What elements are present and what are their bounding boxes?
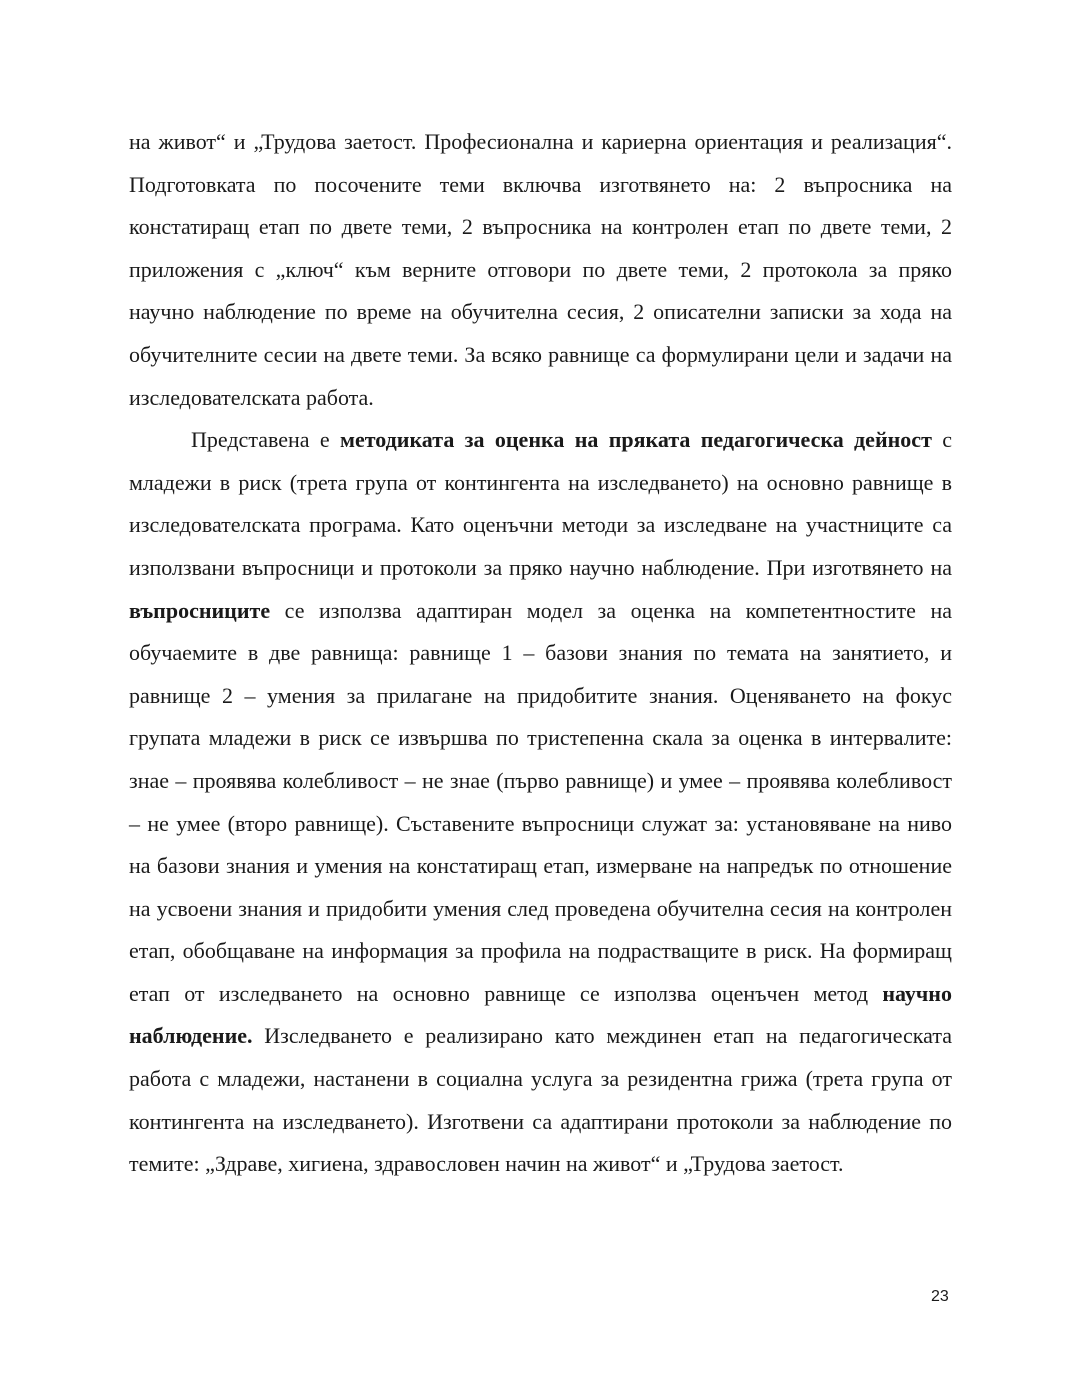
bold-term-methodology: методиката за оценка на пряката педагогическа дейност (340, 427, 932, 453)
paragraph-2-text-2: с младежи в риск (трета група от контингента на изследването) на основно равнище в изследователската програма. Като оценъчни методи за изследване на участниците са използвани въпросници и протоколи за пряко научно наблюдение. При изготвянето на (129, 427, 953, 580)
paragraph-1: на живот“ и „Трудова заетост. Професионална и кариерна ориентация и реализация“. Подготовката по посочените теми включва изготвянето на: 2 въпросника на констатиращ етап по двете теми, 2 въпросника на контролен етап по двете теми, 2 приложения с „ключ“ към верните отговори по двете теми, 2 протокола за пряко научно наблюдение по време на обучителна сесия, 2 описателни записки за хода на обучителните сесии на двете теми. За всяко равнище са формулирани цели и задачи на изследователската работа. (129, 129, 952, 410)
document-page (129, 121, 952, 1186)
page-number: 23 (931, 1288, 949, 1305)
paragraph-2-text-3: се използва адаптиран модел за оценка на компетентностите на обучаемите в две равнища: равнище 1 – базови знания по темата на занятието, и равнище 2 – умения за прилагане на придобитите знания. Оценяването на фокус групата младежи в риск се извършва по тристепенна скала за оценка в интервалите: знае – проявява колебливост – не знае (първо равнище) и умее – проявява колебливост – не умее (второ равнище). Съставените въпросници служат за: установяване на ниво на базови знания и умения на констатиращ етап, измерване на напредък по отношение на усвоени знания и придобити умения след проведена обучителна сесия на контролен етап, обобщаване на информация за профила на подрастващите в риск. На формиращ етап от изследването на основно равнище се използва оценъчен метод (129, 597, 952, 1006)
paragraph-2-text-1: Представена е (191, 427, 341, 453)
bold-term-questionnaires: въпросниците (129, 597, 271, 623)
paragraph-2 (129, 419, 952, 1186)
paragraph-2-text-4: Изследването е реализирано като междинен етап на педагогическата работа с младежи, настанени в социална услуга за резидентна грижа (трета група от контингента на изследването). Изготвени са адаптирани протоколи за наблюдение по темите: „Здраве, хигиена, здравословен начин на живот“ и „Трудова заетост. (129, 1023, 952, 1177)
bold-term-observation: научно наблюдение. (129, 980, 952, 1049)
